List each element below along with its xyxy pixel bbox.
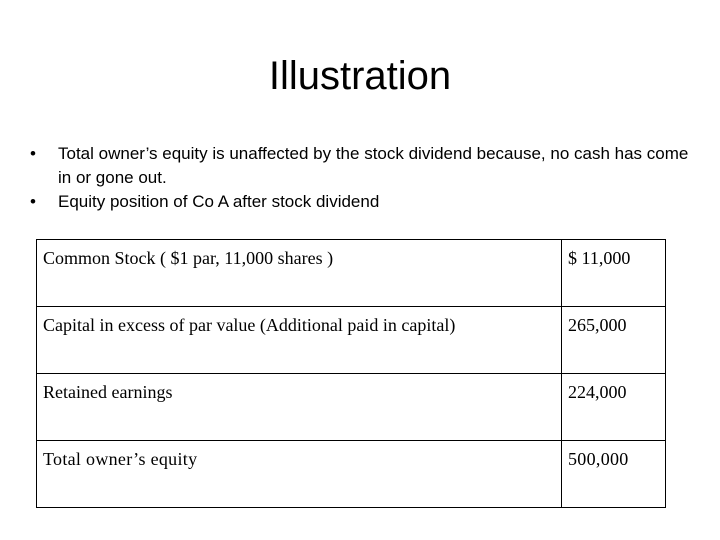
bullet-dot-icon: •	[30, 192, 36, 211]
table-row	[37, 240, 666, 307]
bullet-text: Total owner’s equity is unaffected by the stock dividend because, no cash has come in or gone out.	[58, 144, 689, 187]
table-row	[37, 307, 666, 374]
bullet-item	[30, 142, 690, 190]
row-value: $ 11,000	[562, 240, 666, 307]
row-value: 224,000	[562, 374, 666, 441]
row-label: Common Stock ( $1 par, 11,000 shares )	[37, 240, 562, 307]
table-row	[37, 374, 666, 441]
bullet-dot-icon: •	[30, 144, 36, 163]
row-label: Capital in excess of par value (Additional paid in capital)	[37, 307, 562, 374]
bullet-item	[30, 190, 690, 214]
row-value: 265,000	[562, 307, 666, 374]
total-row	[37, 441, 666, 508]
slide-title: Illustration	[268, 54, 452, 98]
row-label: Total owner’s equity	[37, 441, 562, 508]
row-label: Retained earnings	[37, 374, 562, 441]
equity-table	[36, 239, 666, 508]
bullet-list	[30, 142, 690, 214]
row-value: 500,000	[562, 441, 666, 508]
bullet-text: Equity position of Co A after stock dividend	[58, 192, 380, 211]
